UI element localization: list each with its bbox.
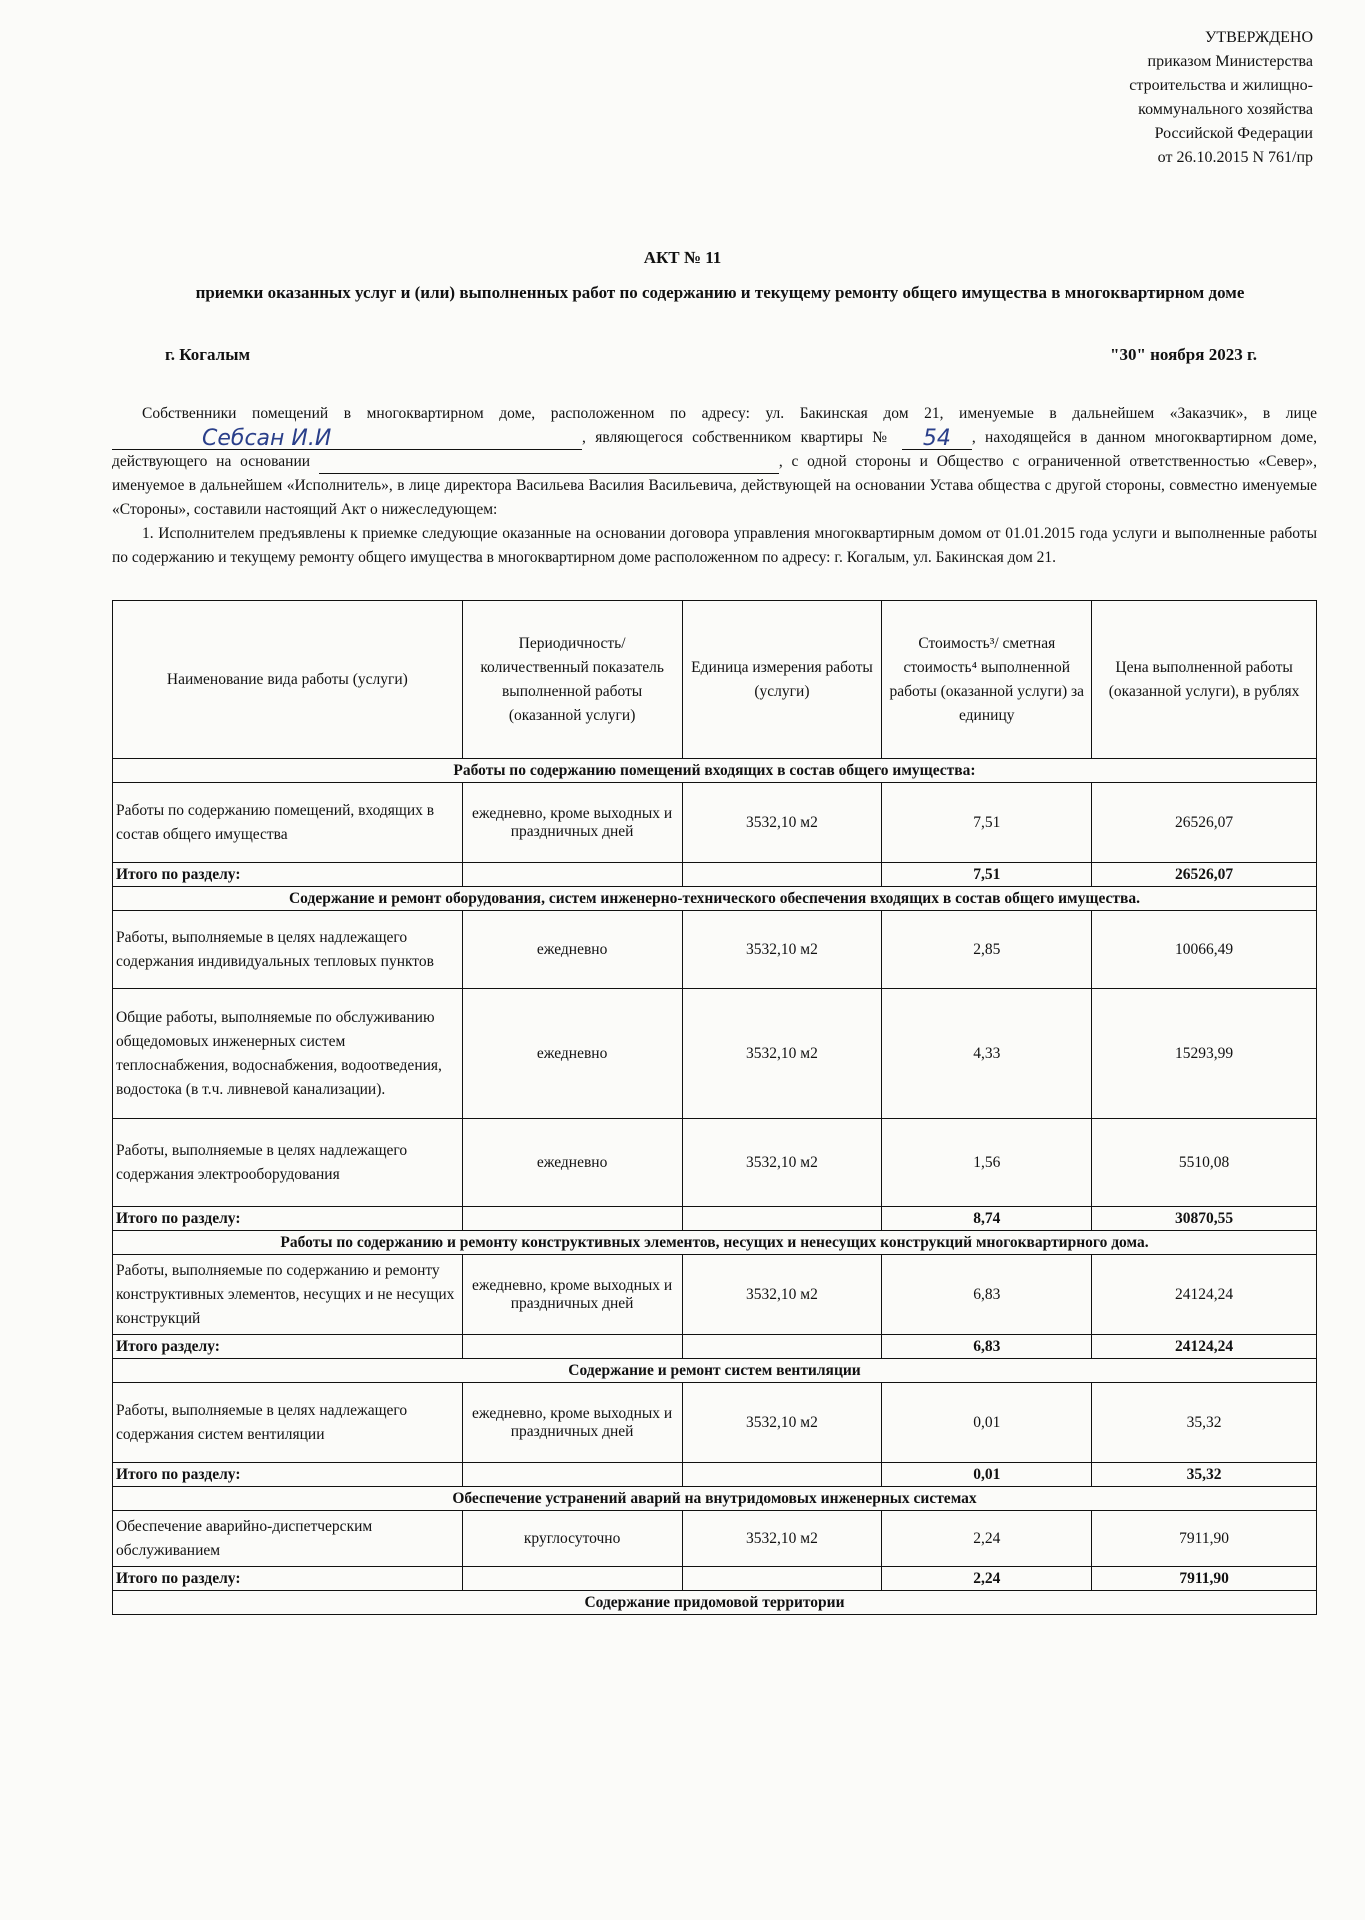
total-cost: 6,83 [882,1335,1092,1359]
total-price: 7911,90 [1092,1567,1317,1591]
total-cost: 7,51 [882,863,1092,887]
work-name: Работы, выполняемые в целях надлежащего содержания электрооборудования [113,1119,463,1207]
work-cost: 6,83 [882,1255,1092,1335]
basis-line [319,455,779,474]
header-cost: Стоимость³/ сметная стоимость⁴ выполненной работы (оказанной услуги) за единицу [882,601,1092,759]
intro-text: Собственники помещений в многоквартирном доме, расположенном по адресу: ул. Бакинская дом 21, именуемые в дальнейшем «Заказчик», в лице [142,405,1317,422]
work-cost: 7,51 [882,783,1092,863]
act-date: "30" ноября 2023 г. [1110,345,1257,364]
work-price: 5510,08 [1092,1119,1317,1207]
section-title: Содержание придомовой территории [113,1591,1317,1615]
work-name: Общие работы, выполняемые по обслуживанию общедомовых инженерных систем теплоснабжения, водоснабжения, водоотведения, водостока (в т.ч. ливневой канализации). [113,989,463,1119]
section-title: Работы по содержанию помещений входящих в состав общего имущества: [113,759,1317,783]
approval-block [1053,26,1313,170]
section-title: Работы по содержанию и ремонту конструктивных элементов, несущих и ненесущих конструкций многоквартирного дома. [113,1231,1317,1255]
work-price: 24124,24 [1092,1255,1317,1335]
act-city: г. Когалым [165,345,251,364]
header-period: Периодичность/ количественный показатель выполненной работы (оказанной услуги) [462,601,682,759]
approval-line: приказом Министерства [1147,53,1313,70]
table-row [113,989,1317,1119]
total-price: 26526,07 [1092,863,1317,887]
work-period: ежедневно [462,911,682,989]
work-unit: 3532,10 м2 [682,1255,882,1335]
total-cost: 2,24 [882,1567,1092,1591]
section-total-row [113,1207,1317,1231]
work-period: круглосуточно [462,1511,682,1567]
intro-text: , являющегося собственником квартиры № [582,429,893,446]
work-unit: 3532,10 м2 [682,1383,882,1463]
total-price: 35,32 [1092,1463,1317,1487]
header-unit: Единица измерения работы (услуги) [682,601,882,759]
total-price: 24124,24 [1092,1335,1317,1359]
approval-line: Российской Федерации [1154,125,1313,142]
total-price: 30870,55 [1092,1207,1317,1231]
work-cost: 2,85 [882,911,1092,989]
work-period: ежедневно [462,989,682,1119]
approval-line: от 26.10.2015 N 761/пр [1157,149,1313,166]
work-period: ежедневно, кроме выходных и праздничных дней [462,1383,682,1463]
intro-text: , с одной стороны и Общество с ограниченной ответственностью «Север», именуемое в дальнейшем «Исполнитель», в лице директора Васильева Василия Васильевича, действующей на основании Устава общества с другой стороны, совместно именуемые «Стороны», составили настоящий Акт о нижеследующем: [112,453,1318,518]
approval-line: УТВЕРЖДЕНО [1204,29,1313,46]
total-label: Итого разделу: [113,1335,463,1359]
section-title: Содержание и ремонт систем вентиляции [113,1359,1317,1383]
work-price: 35,32 [1092,1383,1317,1463]
work-cost: 2,24 [882,1511,1092,1567]
work-period: ежедневно, кроме выходных и праздничных дней [462,1255,682,1335]
work-cost: 0,01 [882,1383,1092,1463]
work-unit: 3532,10 м2 [682,1511,882,1567]
total-label: Итого по разделу: [113,863,463,887]
act-subtitle: приемки оказанных услуг и (или) выполненных работ по содержанию и текущему ремонту общего имущества в многоквартирном доме [195,283,1245,302]
work-price: 26526,07 [1092,783,1317,863]
work-name: Работы по содержанию помещений, входящих в состав общего имущества [113,783,463,863]
work-price: 10066,49 [1092,911,1317,989]
section-total-row [113,1567,1317,1591]
work-unit: 3532,10 м2 [682,1119,882,1207]
work-price: 15293,99 [1092,989,1317,1119]
intro-item-1: 1. Исполнителем предъявлены к приемке следующие оказанные на основании договора управления многоквартирным домом от 01.01.2015 года услуги и выполненные работы по содержанию и текущему ремонту общего имущества в многоквартирном доме расположенном по адресу: г. Когалым, ул. Бакинская дом 21. [112,525,1317,566]
total-label: Итого по разделу: [113,1463,463,1487]
table-row [113,911,1317,989]
table-row [113,1383,1317,1463]
work-name: Работы, выполняемые в целях надлежащего содержания индивидуальных тепловых пунктов [113,911,463,989]
work-name: Работы, выполняемые в целях надлежащего содержания систем вентиляции [113,1383,463,1463]
work-period: ежедневно, кроме выходных и праздничных дней [462,783,682,863]
work-period: ежедневно [462,1119,682,1207]
work-name: Работы, выполняемые по содержанию и ремонту конструктивных элементов, несущих и не несущих конструкций [113,1255,463,1335]
owner-line [112,426,582,451]
total-cost: 0,01 [882,1463,1092,1487]
work-unit: 3532,10 м2 [682,783,882,863]
table-row [113,1255,1317,1335]
section-total-row [113,1335,1317,1359]
work-cost: 4,33 [882,989,1092,1119]
act-intro [112,402,1317,570]
work-price: 7911,90 [1092,1511,1317,1567]
work-name: Обеспечение аварийно-диспетчерским обслуживанием [113,1511,463,1567]
works-table [112,600,1317,1615]
intro-text: , находящейся в данном многоквартирном доме, действующего на основании [112,429,1317,470]
work-unit: 3532,10 м2 [682,911,882,989]
work-cost: 1,56 [882,1119,1092,1207]
apartment-number: 54 [922,426,951,451]
approval-line: коммунального хозяйства [1138,101,1313,118]
apartment-line [902,426,972,451]
work-unit: 3532,10 м2 [682,989,882,1119]
total-label: Итого по разделу: [113,1567,463,1591]
section-total-row [113,1463,1317,1487]
approval-line: строительства и жилищно- [1129,77,1313,94]
table-row [113,783,1317,863]
total-cost: 8,74 [882,1207,1092,1231]
total-label: Итого по разделу: [113,1207,463,1231]
header-name: Наименование вида работы (услуги) [113,601,463,759]
table-row [113,1511,1317,1567]
owner-signature: Себсан И.И [202,426,332,451]
section-title: Обеспечение устранений аварий на внутридомовых инженерных системах [113,1487,1317,1511]
table-row [113,1119,1317,1207]
header-price: Цена выполненной работы (оказанной услуги), в рублях [1092,601,1317,759]
table-header-row [113,601,1317,759]
act-number: АКТ № 11 [643,248,722,267]
section-title: Содержание и ремонт оборудования, систем инженерно-технического обеспечения входящих в состав общего имущества. [113,887,1317,911]
section-total-row [113,863,1317,887]
